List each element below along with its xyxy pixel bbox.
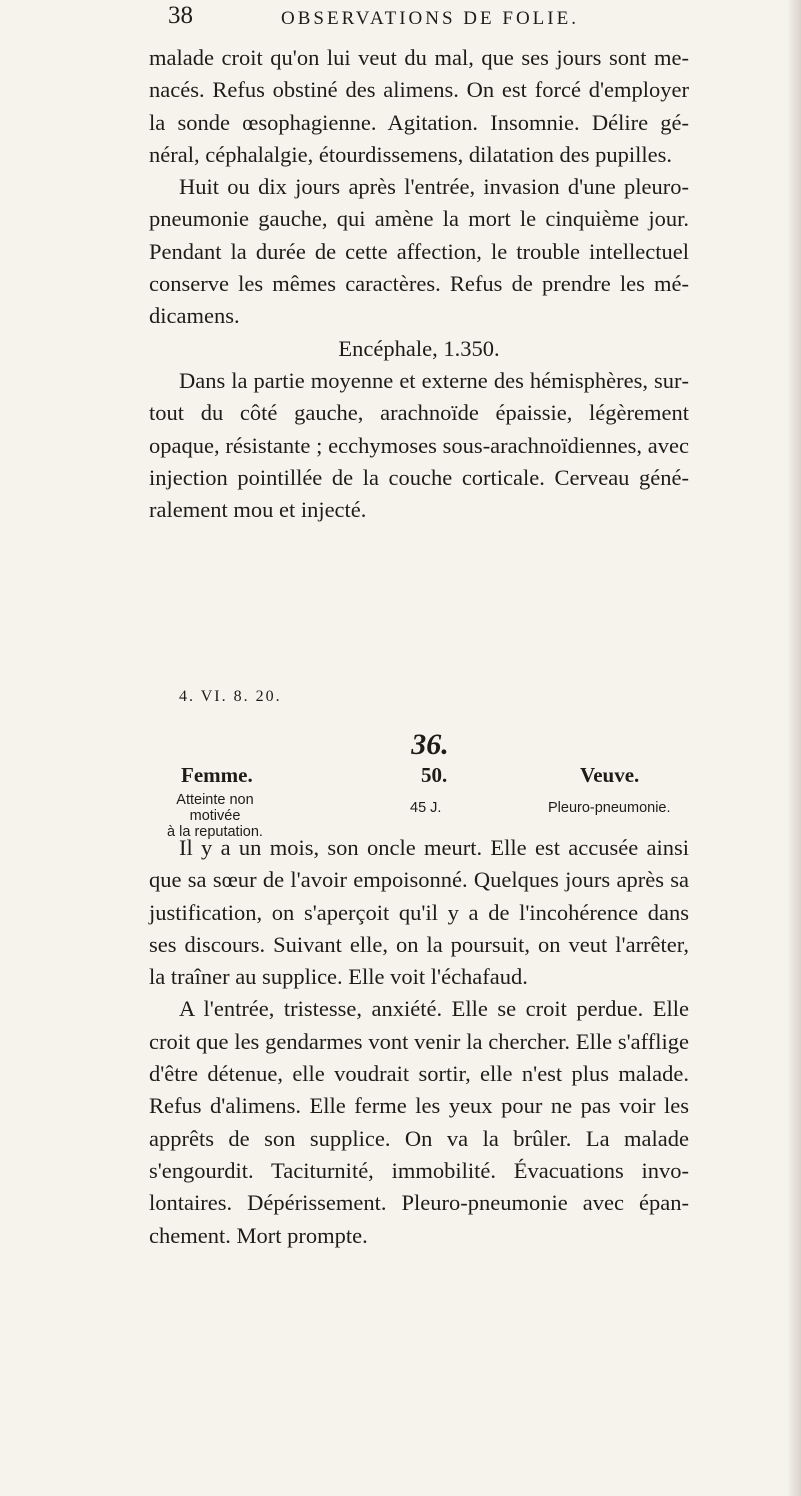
observation-detail-row [150, 792, 690, 840]
civil-status: Veuve. [580, 763, 640, 787]
page-header [168, 2, 688, 42]
cause-line: à la reputation. [167, 824, 263, 840]
patient-age: 50. [421, 763, 448, 787]
paragraph: Huit ou dix jours après l'entrée, invasion d'une pleuro-pneumonie gauche, qui amène la mort le cinquième jour. Pendant la durée de cette affection, le trouble intellectuel conserve les mêmes caractères. Refus de prendre les médicamens. [149, 174, 689, 329]
duration: 45 J. [410, 800, 442, 816]
brain-weight: Encéphale, 1.350. [338, 335, 500, 361]
autopsy-paragraph: Dans la partie moyenne et externe des hémisphères, surtout du côté gauche, arachnoïde épaissie, légèrement opaque, résistante ; ecchymoses sous-arachnoïdiennes, avec injection pointillée de la couche corticale. Cerveau généralement mou et injecté. [149, 367, 689, 523]
case-text [149, 832, 689, 1252]
fatal-disease: Pleuro-pneumonie. [548, 800, 671, 816]
paragraph: Il y a un mois, son oncle meurt. Elle est accusée ainsi que sa sœur de l'avoir empoisonné. Quelques jours après sa justification, on s'aperçoit qu'il y a de l'incohérence dans ses discours. Suivant elle, on la poursuit, on veut l'arrêter, la traîner au supplice. Elle voit l'échafaud. [149, 835, 689, 990]
paragraph: A l'entrée, tristesse, anxiété. Elle se croit perdue. Elle croit que les gendarmes vont venir la chercher. Elle s'afflige d'être détenue, elle voudrait sortir, elle n'est plus malade. Refus d'alimens. Elle ferme les yeux pour ne pas voir les apprêts de son supplice. On va la brûler. La malade s'engourdit. Taciturnité, immobilité. Évacuations involontaires. Dépérissement. Pleuro-pneumonie avec épanchement. Mort prompte. [149, 996, 689, 1248]
observation-number: 36. [411, 728, 449, 761]
patient-sex: Femme. [181, 763, 253, 787]
cause-line: Atteinte non motivée [176, 792, 254, 824]
previous-observation-text [149, 42, 689, 526]
paragraph: malade croit qu'on lui veut du mal, que ses jours sont menacés. Refus obstiné des alimens. On est forcé d'employer la sonde œsophagienne. Agitation. Insomnie. Délire général, céphalalgie, étourdissemens, dilatation des pupilles. [149, 45, 689, 167]
page-number: 38 [168, 2, 193, 29]
page-edge-shadow [787, 0, 801, 1496]
date-line: 4. VI. 8. 20. [179, 688, 282, 705]
observation-summary-row [150, 763, 690, 793]
running-head: OBSERVATIONS DE FOLIE. [281, 8, 579, 29]
